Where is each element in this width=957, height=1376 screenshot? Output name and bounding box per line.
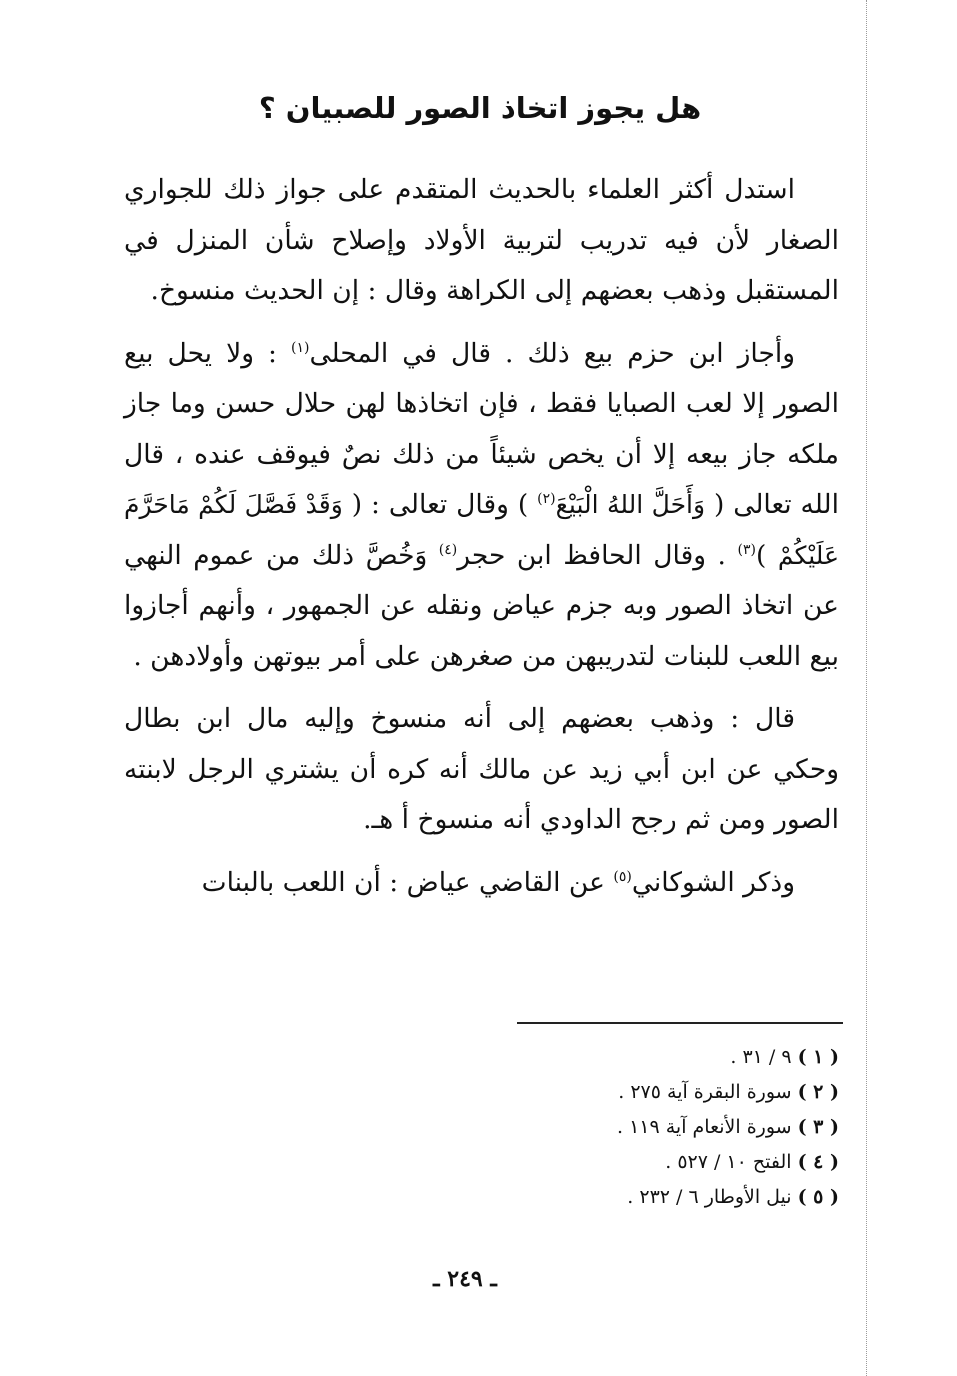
footnote-number: ( ٣ ) (797, 1116, 839, 1138)
footnote-marker-1: (١) (290, 339, 310, 356)
paragraph-2-part-f: وَخُصَّ ذلك من عموم النهي عن اتخاذ الصور وبه جزم عياض ونقله عن الجمهور ، وأنهم أجازوا بيع اللعب للبنات لتدريبهن من صغرهن على أمر بيوتهن وأولادهن . (124, 539, 839, 672)
paragraph-2-part-b: : ولا يحل بيع الصور إلا لعب الصبايا فقط ، فإن اتخاذها لهن حلال حسن وما جاز ملكه جاز بيعه إلا أن يخص شيئاً من ذلك نصٌ فيوقف عنده ، قال الله تعالى ( (124, 337, 839, 520)
footnote-number: ( ٤ ) (797, 1151, 839, 1173)
footnote-item (439, 1075, 839, 1110)
footnote-number: ( ١ ) (797, 1046, 839, 1068)
paragraph-3: قال : وذهب بعضهم إلى أنه منسوخ وإليه مال ابن بطال وحكي عن ابن أبي زيد عن مالك أنه كره أن يشتري الرجل لابنته الصور ومن ثم رجح الداودي أنه منسوخ أ هـ. (124, 703, 839, 835)
footnote-number: ( ٥ ) (797, 1186, 839, 1208)
footnote-item (439, 1110, 839, 1145)
footnote-marker-3: (٣) (737, 541, 756, 558)
paragraph-2-part-a: وأجاز ابن حزم بيع ذلك . قال في المحلى (309, 337, 795, 369)
footnote-text: ٩ / ٣١ . (730, 1046, 792, 1068)
paragraph-4-part-b: عن القاضي عياض : أن اللعب بالبنات (201, 866, 614, 898)
footnote-text: سورة الأنعام آية ١١٩ . (616, 1116, 792, 1138)
footnote-item (439, 1180, 839, 1215)
paragraph-2-part-c: ) وقال تعالى : ( (342, 489, 538, 520)
paragraph-4 (124, 858, 839, 909)
footnote-marker-2: (٢) (537, 491, 556, 508)
footnote-marker-5: (٥) (613, 868, 632, 885)
footnote-item (439, 1040, 839, 1075)
paragraph-4-part-a: وذكر الشوكاني (631, 866, 795, 898)
page-title: هل يجوز اتخاذ الصور للصبيان ؟ (258, 91, 702, 125)
footnote-text: نيل الأوطار ٦ / ٢٣٢ . (627, 1186, 792, 1208)
quran-quote-2: وَقَدْ فَصَّلَ لَكُمْ مَاحَرَّمَ عَلَيْكُمْ (124, 490, 839, 570)
footnote-marker-4: (٤) (438, 541, 458, 558)
page-number: ـ ٢٤٩ ـ (433, 1266, 497, 1292)
paragraph-2-part-e: . وقال الحافظ ابن حجر (457, 539, 738, 571)
footnote-number: ( ٢ ) (797, 1081, 839, 1103)
footnote-item (439, 1145, 839, 1180)
paragraph-2 (124, 329, 839, 683)
footnotes-list (439, 1040, 839, 1215)
footnote-text: الفتح ١٠ / ٥٢٧ . (665, 1151, 792, 1173)
quran-quote-1: وَأَحَلَّ اللهُ الْبَيْعَ (555, 490, 706, 519)
paragraph-1: استدل أكثر العلماء بالحديث المتقدم على جواز ذلك للجواري الصغار لأن فيه تدريب لتربية الأولاد وإصلاح شأن المنزل في المستقبل وذهب بعضهم إلى الكراهة وقال : إن الحديث منسوخ. (124, 174, 839, 306)
footnote-text: سورة البقرة آية ٢٧٥ . (618, 1081, 792, 1103)
body-text (124, 165, 839, 920)
footnote-separator (517, 1022, 843, 1024)
paragraph-2-part-d: ) (755, 539, 778, 571)
